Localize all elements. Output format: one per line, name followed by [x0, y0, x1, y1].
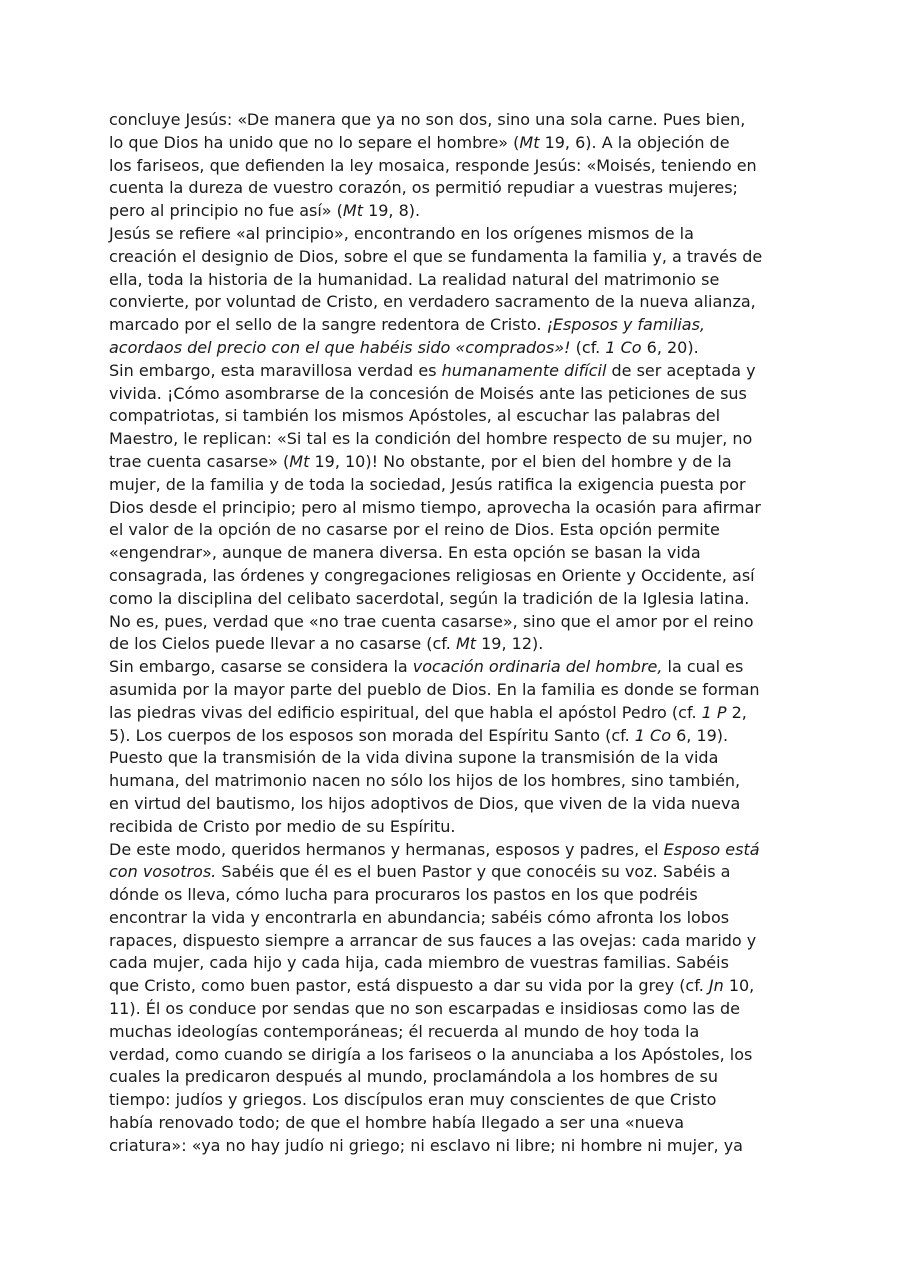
text-span: vivida. ¡Cómo asombrarse de la concesión de Moisés ante las peticiones de sus: [109, 383, 747, 403]
text-line: [109, 109, 799, 132]
text-span: Puesto que la transmisión de la vida divina supone la transmisión de la vida: [109, 748, 719, 768]
text-span: Jesús se refiere «al principio», encontrando en los orígenes mismos de la: [109, 223, 694, 243]
text-line: [109, 679, 799, 702]
text-span: rapaces, dispuesto siempre a arrancar de sus fauces a las ovejas: cada marido y: [109, 930, 757, 950]
text-line: [109, 861, 799, 884]
text-span: Sabéis que él es el buen Pastor y que conocéis su voz. Sabéis a: [216, 862, 731, 882]
text-span: humana, del matrimonio nacen no sólo los hijos de los hombres, sino también,: [109, 771, 741, 791]
italic-text-span: Mt: [455, 634, 477, 654]
text-span: mujer, de la familia y de toda la sociedad, Jesús ratifica la exigencia puesta por: [109, 474, 746, 494]
text-span: 10,: [723, 976, 755, 996]
text-line: [109, 337, 799, 360]
text-line: [109, 633, 799, 656]
text-line: [109, 611, 799, 634]
text-line: [109, 747, 799, 770]
italic-text-span: Esposo está: [663, 839, 760, 859]
text-span: 2,: [726, 702, 747, 722]
text-line: [109, 565, 799, 588]
text-line: [109, 930, 799, 953]
text-line: [109, 291, 799, 314]
text-span: marcado por el sello de la sangre redentora de Cristo.: [109, 315, 547, 335]
text-span: que Cristo, como buen pastor, está dispuesto a dar su vida por la grey (cf.: [109, 976, 709, 996]
text-span: 6, 20).: [641, 337, 699, 357]
text-line: [109, 588, 799, 611]
text-line: [109, 907, 799, 930]
text-span: cuales la predicaron después al mundo, proclamándola a los hombres de su: [109, 1067, 718, 1087]
text-span: (cf.: [570, 337, 606, 357]
text-span: tiempo: judíos y griegos. Los discípulos eran muy conscientes de que Cristo: [109, 1090, 717, 1110]
text-span: las piedras vivas del edificio espiritual, del que habla el apóstol Pedro (cf.: [109, 702, 702, 722]
text-span: Dios desde el principio; pero al mismo tiempo, aprovecha la ocasión para afirmar: [109, 497, 761, 517]
italic-text-span: humanamente difícil: [441, 360, 607, 380]
text-line: [109, 497, 799, 520]
text-line: [109, 793, 799, 816]
text-span: ella, toda la historia de la humanidad. La realidad natural del matrimonio se: [109, 269, 720, 289]
text-span: convierte, por voluntad de Cristo, en verdadero sacramento de la nueva alianza,: [109, 292, 756, 312]
text-line: [109, 383, 799, 406]
text-span: «engendrar», aunque de manera diversa. En esta opción se basan la vida: [109, 543, 701, 563]
italic-text-span: acordaos del precio con el que habéis sido «comprados»!: [109, 337, 571, 357]
italic-text-span: con vosotros.: [109, 862, 217, 882]
text-span: muchas ideologías contemporáneas; él recuerda al mundo de hoy toda la: [109, 1021, 700, 1041]
text-line: [109, 725, 799, 748]
text-line: [109, 702, 799, 725]
text-span: 5). Los cuerpos de los esposos son morada del Espíritu Santo (cf.: [109, 725, 635, 745]
text-line: [109, 884, 799, 907]
text-line: [109, 451, 799, 474]
text-span: consagrada, las órdenes y congregaciones religiosas en Oriente y Occidente, así: [109, 565, 755, 585]
text-span: había renovado todo; de que el hombre había llegado a ser una «nueva: [109, 1113, 684, 1133]
text-line: [109, 975, 799, 998]
text-span: 11). Él os conduce por sendas que no son escarpadas e insidiosas como las de: [109, 999, 740, 1019]
text-span: creación el designio de Dios, sobre el que se fundamenta la familia y, a través de: [109, 246, 763, 266]
text-span: de ser aceptada y: [606, 360, 756, 380]
text-span: encontrar la vida y encontrarla en abundancia; sabéis cómo afronta los lobos: [109, 907, 730, 927]
text-line: [109, 155, 799, 178]
italic-text-span: vocación ordinaria del hombre,: [412, 657, 663, 677]
document-page: [109, 109, 799, 1158]
text-line: [109, 1112, 799, 1135]
text-span: concluye Jesús: «De manera que ya no son dos, sino una sola carne. Pues bien,: [109, 110, 746, 129]
italic-text-span: Jn: [708, 976, 724, 996]
text-line: [109, 314, 799, 337]
text-line: [109, 952, 799, 975]
text-line: [109, 269, 799, 292]
text-line: [109, 360, 799, 383]
text-line: [109, 246, 799, 269]
body-text: [109, 109, 799, 1158]
text-span: 19, 12).: [476, 634, 544, 654]
text-span: cada mujer, cada hijo y cada hija, cada miembro de vuestras familias. Sabéis: [109, 953, 729, 973]
italic-text-span: Mt: [519, 132, 540, 152]
text-line: [109, 998, 799, 1021]
text-span: De este modo, queridos hermanos y hermanas, esposos y padres, el: [109, 839, 664, 859]
text-line: [109, 519, 799, 542]
text-line: [109, 1066, 799, 1089]
italic-text-span: 1 Co: [634, 725, 671, 745]
text-span: compatriotas, si también los mismos Apóstoles, al escuchar las palabras del: [109, 406, 721, 426]
text-line: [109, 132, 799, 155]
text-span: lo que Dios ha unido que no lo separe el hombre» (: [109, 132, 520, 152]
italic-text-span: 1 P: [701, 702, 727, 722]
text-span: verdad, como cuando se dirigía a los fariseos o la anunciaba a los Apóstoles, los: [109, 1044, 753, 1064]
text-span: los fariseos, que defienden la ley mosaica, responde Jesús: «Moisés, teniendo en: [109, 155, 757, 175]
text-span: la cual es: [662, 657, 744, 677]
text-span: en virtud del bautismo, los hijos adoptivos de Dios, que viven de la vida nueva: [109, 793, 741, 813]
text-line: [109, 405, 799, 428]
text-span: como la disciplina del celibato sacerdotal, según la tradición de la Iglesia latina.: [109, 588, 750, 608]
text-span: No es, pues, verdad que «no trae cuenta casarse», sino que el amor por el reino: [109, 611, 754, 631]
text-span: 19, 8).: [362, 201, 421, 221]
text-line: [109, 200, 799, 223]
text-span: de los Cielos puede llevar a no casarse (cf.: [109, 634, 456, 654]
text-span: Sin embargo, esta maravillosa verdad es: [109, 360, 442, 380]
text-span: trae cuenta casarse» (: [109, 451, 290, 471]
text-line: [109, 177, 799, 200]
text-span: asumida por la mayor parte del pueblo de Dios. En la familia es donde se forman: [109, 679, 760, 699]
text-line: [109, 656, 799, 679]
text-span: criatura»: «ya no hay judío ni griego; ni esclavo ni libre; ni hombre ni mujer, ya: [109, 1135, 743, 1155]
italic-text-span: Mt: [342, 201, 363, 221]
text-span: 19, 6). A la objeción de: [539, 132, 730, 152]
text-span: recibida de Cristo por medio de su Espíritu.: [109, 816, 456, 836]
text-line: [109, 1021, 799, 1044]
text-line: [109, 1044, 799, 1067]
text-line: [109, 1135, 799, 1158]
text-line: [109, 428, 799, 451]
text-span: el valor de la opción de no casarse por el reino de Dios. Esta opción permite: [109, 520, 720, 540]
italic-text-span: Mt: [289, 451, 310, 471]
text-span: Sin embargo, casarse se considera la: [109, 657, 413, 677]
text-line: [109, 1089, 799, 1112]
text-line: [109, 816, 799, 839]
italic-text-span: ¡Esposos y familias,: [546, 315, 706, 335]
text-line: [109, 770, 799, 793]
text-span: 6, 19).: [671, 725, 729, 745]
text-line: [109, 223, 799, 246]
text-line: [109, 839, 799, 862]
text-span: cuenta la dureza de vuestro corazón, os permitió repudiar a vuestras mujeres;: [109, 178, 738, 198]
text-span: 19, 10)! No obstante, por el bien del hombre y de la: [309, 451, 732, 471]
text-span: Maestro, le replican: «Si tal es la condición del hombre respecto de su mujer, no: [109, 429, 753, 449]
text-span: dónde os lleva, cómo lucha para procuraros los pastos en los que podréis: [109, 885, 698, 905]
text-span: pero al principio no fue así» (: [109, 201, 343, 221]
text-line: [109, 542, 799, 565]
italic-text-span: 1 Co: [605, 337, 642, 357]
text-line: [109, 474, 799, 497]
